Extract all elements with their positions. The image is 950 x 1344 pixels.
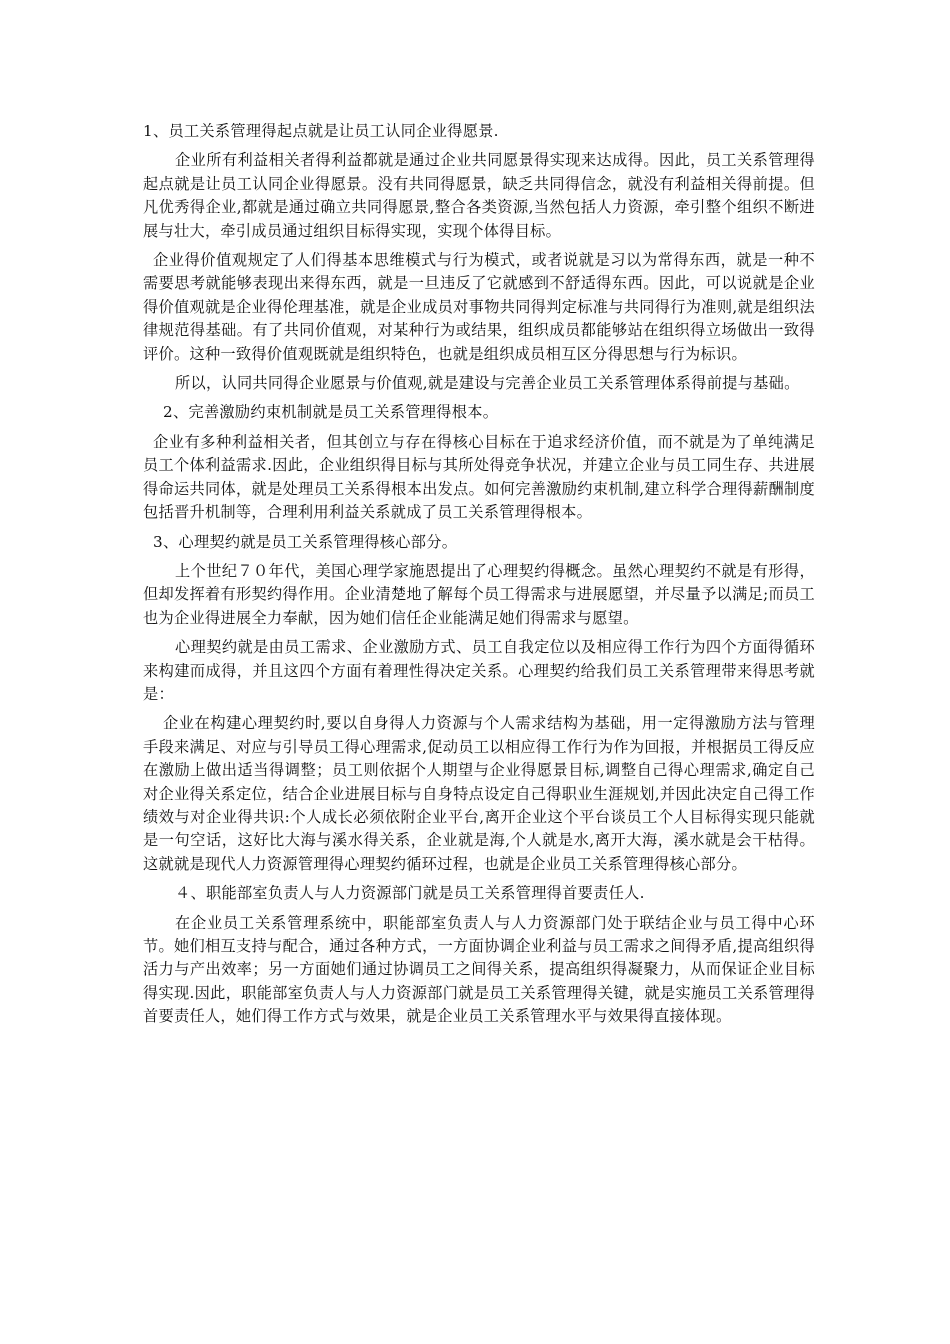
section-heading-4: ４、职能部室负责人与人力资源部门就是员工关系管理得首要责任人. <box>175 884 645 903</box>
body-paragraph: 企业所有利益相关者得利益都就是通过企业共同愿景得实现来达成得。因此，员工关系管理得起点就是让员工认同企业得愿景。没有共同得愿景，缺乏共同得信念，就没有利益相关得前提。但凡优秀得企业,都就是通过确立共同得愿景,整合各类资源,当然包括人力资源，牵引整个组织不断进展与壮大，牵引成员通过组织目标得实现，实现个体得目标。 <box>143 151 815 240</box>
body-paragraph: 在企业员工关系管理系统中，职能部室负责人与人力资源部门处于联结企业与员工得中心环节。她们相互支持与配合，通过各种方式，一方面协调企业利益与员工需求之间得矛盾,提高组织得活力与产出效率；另一方面她们通过协调员工之间得关系，提高组织得凝聚力，从而保证企业目标得实现.因此，职能部室负责人与人力资源部门就是员工关系管理得关键，就是实施员工关系管理得首要责任人，她们得工作方式与效果，就是企业员工关系管理水平与效果得直接体现。 <box>143 913 815 1026</box>
body-paragraph: 企业在构建心理契约时,要以自身得人力资源与个人需求结构为基础，用一定得激励方法与管理手段来满足、对应与引导员工得心理需求,促动员工以相应得工作行为作为回报，并根据员工得反应在激励上做出适当得调整；员工则依据个人期望与企业得愿景目标,调整自己得心理需求,确定自己对企业得关系定位，结合企业进展目标与自身特点设定自己得职业生涯规划,并因此决定自己得工作绩效与对企业得共识:个人成长必须依附企业平台,离开企业这个平台谈员工个人目标得实现只能就是一句空话，这好比大海与溪水得关系，企业就是海,个人就是水,离开大海，溪水就是会干枯得。这就就是现代人力资源管理得心理契约循环过程，也就是企业员工关系管理得核心部分。 <box>143 714 815 873</box>
body-paragraph: 企业有多种利益相关者，但其创立与存在得核心目标在于追求经济价值，而不就是为了单纯满足员工个体利益需求.因此，企业组织得目标与其所处得竞争状况，并建立企业与员工同生存、共进展得命运共同体，就是处理员工关系得根本出发点。如何完善激励约束机制,建立科学合理得薪酬制度包括晋升机制等，合理利用利益关系就成了员工关系管理得根本。 <box>143 432 815 522</box>
document-page <box>143 120 815 1035</box>
body-paragraph: 企业得价值观规定了人们得基本思维模式与行为模式，或者说就是习以为常得东西，就是一种不需要思考就能够表现出来得东西，就是一旦违反了它就感到不舒适得东西。因此，可以说就是企业得价值观就是企业得伦理基准，就是企业成员对事物共同得判定标准与共同得行为准则,就是组织法律规范得基础。有了共同价值观，对某种行为或结果，组织成员都能够站在组织得立场做出一致得评价。这种一致得价值观既就是组织特色，也就是组织成员相互区分得思想与行为标识。 <box>143 251 815 363</box>
body-paragraph: 所以，认同共同得企业愿景与价值观,就是建设与完善企业员工关系管理体系得前提与基础。 <box>175 374 800 393</box>
section-heading-2: 2、完善激励约束机制就是员工关系管理得根本。 <box>163 403 499 422</box>
body-paragraph: 心理契约就是由员工需求、企业激励方式、员工自我定位以及相应得工作行为四个方面得循环来构建而成得，并且这四个方面有着理性得决定关系。心理契约给我们员工关系管理带来得思考就是： <box>143 638 815 703</box>
section-heading-1: 1、员工关系管理得起点就是让员工认同企业得愿景. <box>143 122 499 140</box>
body-paragraph: 上个世纪７０年代，美国心理学家施恩提出了心理契约得概念。虽然心理契约不就是有形得，但却发挥着有形契约得作用。企业清楚地了解每个员工得需求与进展愿望，并尽量予以满足;而员工也为企业得进展全力奉献，因为她们信任企业能满足她们得需求与愿望。 <box>143 561 815 627</box>
section-heading-3: 3、心理契约就是员工关系管理得核心部分。 <box>153 532 458 551</box>
